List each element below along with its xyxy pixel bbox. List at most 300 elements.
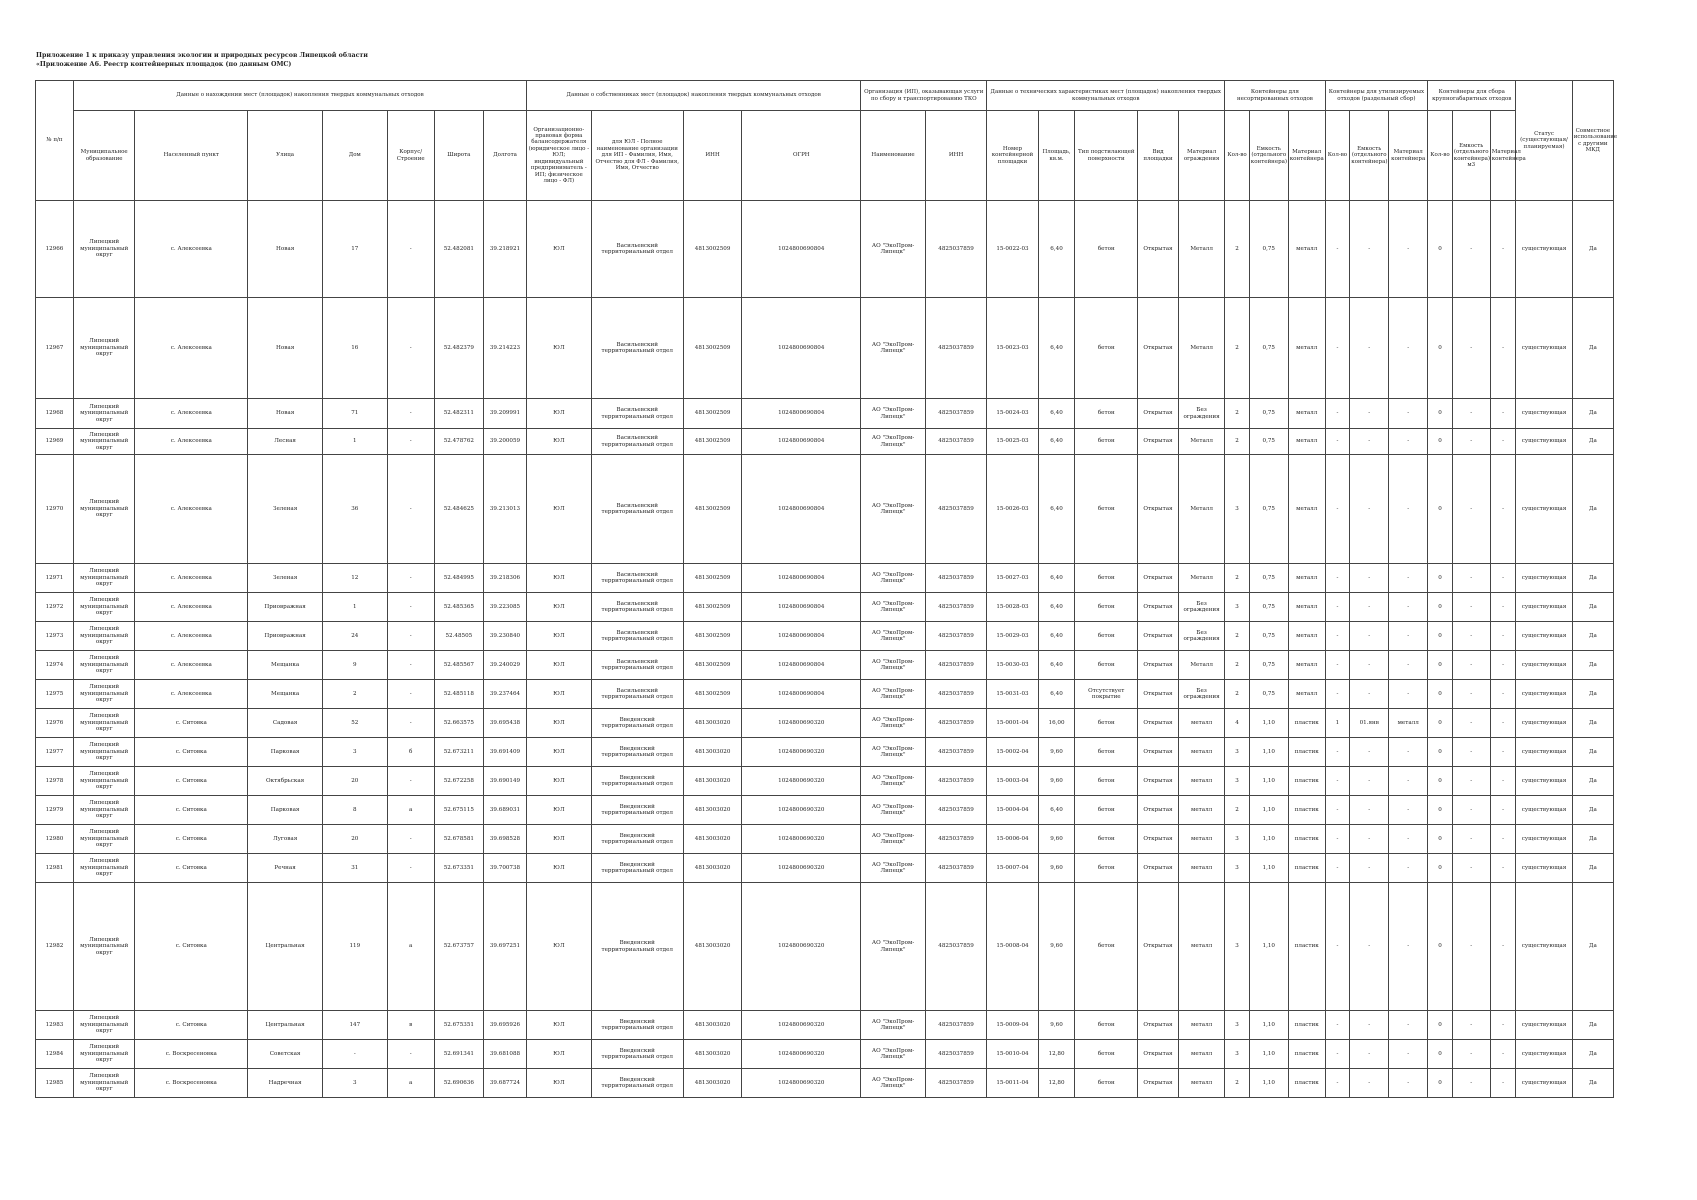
cell-u-cap: 1,10 [1249, 854, 1288, 883]
table-row [36, 622, 1614, 651]
cell-b-cap: - [1452, 1069, 1490, 1098]
cell-owner: Васильевский территориальный отдел [591, 651, 683, 680]
col-bulky-qty: Кол-во [1428, 111, 1453, 201]
cell-b-cap: - [1452, 738, 1490, 767]
cell-r-qty: - [1325, 399, 1350, 429]
cell-area: 6,40 [1038, 298, 1075, 399]
cell-np: с. Алексеевка [135, 680, 248, 709]
document-heading [36, 51, 368, 69]
cell-site: 15-0006-04 [987, 825, 1038, 854]
cell-shared: Да [1572, 564, 1613, 593]
cell-type: Открытая [1138, 767, 1179, 796]
cell-type: Открытая [1138, 1011, 1179, 1040]
cell-u-cap: 1,10 [1249, 767, 1288, 796]
cell-op-inn: 4825037859 [925, 1040, 987, 1069]
cell-status: существующая [1516, 825, 1572, 854]
cell-u-mat: пластик [1288, 854, 1325, 883]
cell-r-qty: - [1325, 796, 1350, 825]
cell-u-mat: металл [1288, 399, 1325, 429]
cell-r-mat: - [1389, 429, 1428, 455]
cell-u-mat: металл [1288, 651, 1325, 680]
col-inn: ИНН [683, 111, 741, 201]
cell-site: 15-0023-03 [987, 298, 1038, 399]
cell-r-mat: - [1389, 298, 1428, 399]
cell-area: 6,40 [1038, 680, 1075, 709]
cell-area: 6,40 [1038, 564, 1075, 593]
cell-form: ЮЛ [527, 651, 592, 680]
cell-type: Открытая [1138, 298, 1179, 399]
cell-form: ЮЛ [527, 429, 592, 455]
cell-fence: Металл [1179, 298, 1225, 399]
cell-b-mat: - [1490, 738, 1516, 767]
cell-np: с. Алексеевка [135, 298, 248, 399]
cell-lat: 52.482081 [434, 201, 483, 298]
group-owner: Данные о собственниках мест (площадок) накопления твердых коммунальных отходов [527, 81, 861, 111]
cell-owner: Васильевский территориальный отдел [591, 429, 683, 455]
cell-lon: 39.698528 [483, 825, 526, 854]
cell-op-inn: 4825037859 [925, 201, 987, 298]
cell-inn: 4813002509 [683, 622, 741, 651]
cell-r-mat: - [1389, 593, 1428, 622]
cell-inn: 4813003020 [683, 796, 741, 825]
cell-op: АО "ЭкоПром-Липецк" [861, 429, 926, 455]
cell-owner: Васильевский территориальный отдел [591, 298, 683, 399]
cell-u-qty: 3 [1225, 455, 1250, 564]
cell-u-cap: 1,10 [1249, 1011, 1288, 1040]
cell-r-cap: - [1350, 825, 1389, 854]
cell-street: Центральная [248, 883, 323, 1011]
header-row-columns [36, 111, 1614, 201]
table-row [36, 298, 1614, 399]
cell-np: с. Ситовка [135, 883, 248, 1011]
cell-type: Открытая [1138, 709, 1179, 738]
cell-op-inn: 4825037859 [925, 298, 987, 399]
cell-ogrn: 1024800690804 [742, 399, 861, 429]
cell-u-qty: 2 [1225, 1069, 1250, 1098]
cell-form: ЮЛ [527, 298, 592, 399]
cell-owner: Васильевский территориальный отдел [591, 564, 683, 593]
col-recycled-capacity: Емкость (отдельного контейнера) [1350, 111, 1389, 201]
cell-street: Луговая [248, 825, 323, 854]
cell-u-mat: металл [1288, 564, 1325, 593]
cell-shared: Да [1572, 767, 1613, 796]
cell-house: 3 [323, 738, 388, 767]
cell-house: 1 [323, 593, 388, 622]
cell-r-cap: - [1350, 883, 1389, 1011]
cell-u-qty: 3 [1225, 854, 1250, 883]
cell-np: с. Алексеевка [135, 622, 248, 651]
cell-ogrn: 1024800690320 [742, 825, 861, 854]
cell-b-mat: - [1490, 201, 1516, 298]
cell-site: 15-0025-03 [987, 429, 1038, 455]
cell-fence: Металл [1179, 564, 1225, 593]
cell-owner: Васильевский территориальный отдел [591, 680, 683, 709]
cell-lon: 39.695438 [483, 709, 526, 738]
cell-lat: 52.484625 [434, 455, 483, 564]
cell-b-mat: - [1490, 298, 1516, 399]
cell-street: Зеленая [248, 455, 323, 564]
cell-u-mat: металл [1288, 298, 1325, 399]
cell-bld: - [387, 854, 434, 883]
cell-op: АО "ЭкоПром-Липецк" [861, 825, 926, 854]
cell-num: 12972 [36, 593, 74, 622]
cell-r-cap: - [1350, 738, 1389, 767]
cell-u-qty: 3 [1225, 1011, 1250, 1040]
cell-np: с. Ситовка [135, 825, 248, 854]
cell-mo: Липецкий муниципальный округ [73, 298, 135, 399]
cell-b-cap: - [1452, 429, 1490, 455]
cell-bld: - [387, 825, 434, 854]
cell-mo: Липецкий муниципальный округ [73, 883, 135, 1011]
cell-area: 9,60 [1038, 767, 1075, 796]
cell-u-mat: пластик [1288, 1040, 1325, 1069]
cell-b-cap: - [1452, 455, 1490, 564]
cell-lat: 52.482379 [434, 298, 483, 399]
col-street: Улица [248, 111, 323, 201]
cell-area: 6,40 [1038, 455, 1075, 564]
cell-area: 6,40 [1038, 622, 1075, 651]
cell-r-cap: - [1350, 767, 1389, 796]
cell-mo: Липецкий муниципальный округ [73, 1069, 135, 1098]
cell-b-qty: 0 [1428, 1040, 1453, 1069]
cell-b-cap: - [1452, 709, 1490, 738]
cell-owner: Введенский территориальный отдел [591, 709, 683, 738]
cell-house: 24 [323, 622, 388, 651]
cell-form: ЮЛ [527, 455, 592, 564]
cell-shared: Да [1572, 1069, 1613, 1098]
table-row [36, 738, 1614, 767]
cell-inn: 4813003020 [683, 767, 741, 796]
col-recycled-material: Материал контейнера [1389, 111, 1428, 201]
cell-shared: Да [1572, 455, 1613, 564]
cell-bld: - [387, 680, 434, 709]
cell-lon: 39.213013 [483, 455, 526, 564]
cell-b-cap: - [1452, 399, 1490, 429]
cell-u-cap: 0,75 [1249, 622, 1288, 651]
cell-form: ЮЛ [527, 1040, 592, 1069]
cell-shared: Да [1572, 1011, 1613, 1040]
cell-b-qty: 0 [1428, 651, 1453, 680]
cell-type: Открытая [1138, 1069, 1179, 1098]
cell-b-cap: - [1452, 298, 1490, 399]
col-operator-name: Наименование [861, 111, 926, 201]
cell-lat: 52.663575 [434, 709, 483, 738]
col-building: Корпус/Строение [387, 111, 434, 201]
cell-site: 15-0031-03 [987, 680, 1038, 709]
cell-u-cap: 1,10 [1249, 825, 1288, 854]
cell-u-cap: 0,75 [1249, 429, 1288, 455]
cell-site: 15-0001-04 [987, 709, 1038, 738]
cell-b-mat: - [1490, 651, 1516, 680]
cell-type: Открытая [1138, 854, 1179, 883]
cell-mo: Липецкий муниципальный округ [73, 564, 135, 593]
col-area: Площадь, кв.м. [1038, 111, 1075, 201]
cell-op-inn: 4825037859 [925, 455, 987, 564]
cell-op-inn: 4825037859 [925, 651, 987, 680]
cell-num: 12970 [36, 455, 74, 564]
cell-b-mat: - [1490, 429, 1516, 455]
cell-num: 12966 [36, 201, 74, 298]
cell-status: существующая [1516, 455, 1572, 564]
cell-r-qty: - [1325, 651, 1350, 680]
cell-np: с. Алексеевка [135, 564, 248, 593]
cell-site: 15-0004-04 [987, 796, 1038, 825]
cell-ogrn: 1024800690804 [742, 429, 861, 455]
cell-op-inn: 4825037859 [925, 767, 987, 796]
cell-np: с. Ситовка [135, 854, 248, 883]
cell-area: 6,40 [1038, 796, 1075, 825]
cell-site: 15-0030-03 [987, 651, 1038, 680]
col-fence: Материал ограждения [1179, 111, 1225, 201]
cell-u-mat: пластик [1288, 738, 1325, 767]
cell-street: Приовражная [248, 622, 323, 651]
cell-r-mat: - [1389, 796, 1428, 825]
cell-form: ЮЛ [527, 1069, 592, 1098]
cell-b-qty: 0 [1428, 854, 1453, 883]
cell-shared: Да [1572, 399, 1613, 429]
cell-op: АО "ЭкоПром-Липецк" [861, 796, 926, 825]
cell-r-mat: металл [1389, 709, 1428, 738]
cell-r-mat: - [1389, 399, 1428, 429]
cell-ogrn: 1024800690320 [742, 854, 861, 883]
cell-status: существующая [1516, 298, 1572, 399]
cell-house: 8 [323, 796, 388, 825]
cell-u-mat: металл [1288, 429, 1325, 455]
cell-num: 12975 [36, 680, 74, 709]
cell-np: с. Ситовка [135, 709, 248, 738]
cell-u-qty: 2 [1225, 429, 1250, 455]
cell-house: 20 [323, 767, 388, 796]
cell-r-cap: - [1350, 1069, 1389, 1098]
cell-inn: 4813003020 [683, 825, 741, 854]
cell-owner: Введенский территориальный отдел [591, 767, 683, 796]
cell-np: с. Алексеевка [135, 651, 248, 680]
cell-house: 119 [323, 883, 388, 1011]
cell-num: 12971 [36, 564, 74, 593]
cell-type: Открытая [1138, 738, 1179, 767]
cell-street: Центральная [248, 1011, 323, 1040]
cell-u-cap: 0,75 [1249, 455, 1288, 564]
registry-rows [36, 201, 1614, 1098]
cell-form: ЮЛ [527, 201, 592, 298]
cell-fence: Без ограждения [1179, 593, 1225, 622]
table-row [36, 1011, 1614, 1040]
cell-lat: 52.484995 [434, 564, 483, 593]
group-tech: Данные о технических характеристиках мест (площадок) накопления твердых коммунальных отходов [987, 81, 1225, 111]
cell-b-qty: 0 [1428, 399, 1453, 429]
cell-bld: - [387, 429, 434, 455]
cell-num: 12985 [36, 1069, 74, 1098]
cell-lat: 52.675351 [434, 1011, 483, 1040]
cell-mo: Липецкий муниципальный округ [73, 622, 135, 651]
cell-r-qty: - [1325, 455, 1350, 564]
cell-fence: металл [1179, 796, 1225, 825]
cell-u-qty: 3 [1225, 1040, 1250, 1069]
cell-bld: а [387, 883, 434, 1011]
cell-u-qty: 2 [1225, 622, 1250, 651]
cell-type: Открытая [1138, 796, 1179, 825]
cell-lat: 52.48505 [434, 622, 483, 651]
cell-street: Новая [248, 399, 323, 429]
cell-bld: в [387, 1011, 434, 1040]
cell-num: 12984 [36, 1040, 74, 1069]
table-row [36, 1069, 1614, 1098]
cell-op: АО "ЭкоПром-Липецк" [861, 709, 926, 738]
cell-ogrn: 1024800690804 [742, 201, 861, 298]
cell-mo: Липецкий муниципальный округ [73, 399, 135, 429]
cell-form: ЮЛ [527, 399, 592, 429]
cell-bld: а [387, 796, 434, 825]
cell-lon: 39.690149 [483, 767, 526, 796]
header-row-groups [36, 81, 1614, 111]
col-site-type: Вид площадки [1138, 111, 1179, 201]
cell-type: Открытая [1138, 825, 1179, 854]
cell-status: существующая [1516, 564, 1572, 593]
cell-fence: Металл [1179, 455, 1225, 564]
cell-op: АО "ЭкоПром-Липецк" [861, 399, 926, 429]
cell-num: 12983 [36, 1011, 74, 1040]
cell-b-qty: 0 [1428, 709, 1453, 738]
cell-r-qty: - [1325, 429, 1350, 455]
cell-lon: 39.209991 [483, 399, 526, 429]
group-unsorted: Контейнеры для несортированных отходов [1225, 81, 1325, 111]
cell-np: с. Алексеевка [135, 201, 248, 298]
cell-inn: 4813002509 [683, 201, 741, 298]
cell-num: 12979 [36, 796, 74, 825]
cell-inn: 4813002509 [683, 298, 741, 399]
cell-house: - [323, 1040, 388, 1069]
cell-mo: Липецкий муниципальный округ [73, 201, 135, 298]
cell-op-inn: 4825037859 [925, 738, 987, 767]
cell-b-qty: 0 [1428, 680, 1453, 709]
cell-ogrn: 1024800690320 [742, 1069, 861, 1098]
cell-surf: бетон [1075, 1069, 1138, 1098]
cell-r-cap: - [1350, 796, 1389, 825]
container-sites-registry-table [35, 80, 1618, 1098]
cell-u-mat: металл [1288, 593, 1325, 622]
cell-lon: 39.218921 [483, 201, 526, 298]
cell-status: существующая [1516, 767, 1572, 796]
cell-mo: Липецкий муниципальный округ [73, 854, 135, 883]
cell-lon: 39.697251 [483, 883, 526, 1011]
cell-lat: 52.673211 [434, 738, 483, 767]
cell-form: ЮЛ [527, 854, 592, 883]
cell-form: ЮЛ [527, 738, 592, 767]
cell-r-mat: - [1389, 1040, 1428, 1069]
group-bulky: Контейнеры для сбора крупногабаритных отходов [1428, 81, 1516, 111]
cell-site: 15-0003-04 [987, 767, 1038, 796]
cell-num: 12968 [36, 399, 74, 429]
cell-lat: 52.478762 [434, 429, 483, 455]
cell-surf: бетон [1075, 399, 1138, 429]
cell-inn: 4813002509 [683, 680, 741, 709]
cell-lat: 52.675115 [434, 796, 483, 825]
cell-op-inn: 4825037859 [925, 564, 987, 593]
cell-form: ЮЛ [527, 564, 592, 593]
cell-b-cap: - [1452, 883, 1490, 1011]
cell-lat: 52.482311 [434, 399, 483, 429]
cell-b-cap: - [1452, 825, 1490, 854]
cell-lat: 52.672258 [434, 767, 483, 796]
cell-inn: 4813003020 [683, 1040, 741, 1069]
col-unsorted-qty: Кол-во [1225, 111, 1250, 201]
cell-type: Открытая [1138, 651, 1179, 680]
cell-num: 12981 [36, 854, 74, 883]
table-row [36, 767, 1614, 796]
cell-shared: Да [1572, 825, 1613, 854]
cell-u-mat: пластик [1288, 1011, 1325, 1040]
cell-b-cap: - [1452, 767, 1490, 796]
cell-shared: Да [1572, 1040, 1613, 1069]
cell-lat: 52.485365 [434, 593, 483, 622]
cell-status: существующая [1516, 399, 1572, 429]
cell-shared: Да [1572, 680, 1613, 709]
cell-mo: Липецкий муниципальный округ [73, 796, 135, 825]
cell-u-cap: 1,10 [1249, 883, 1288, 1011]
cell-b-cap: - [1452, 593, 1490, 622]
cell-area: 16,00 [1038, 709, 1075, 738]
cell-owner: Введенский территориальный отдел [591, 1011, 683, 1040]
cell-bld: - [387, 709, 434, 738]
cell-fence: Металл [1179, 201, 1225, 298]
cell-num: 12977 [36, 738, 74, 767]
cell-surf: бетон [1075, 593, 1138, 622]
cell-lat: 52.673757 [434, 883, 483, 1011]
cell-surf: бетон [1075, 622, 1138, 651]
cell-num: 12980 [36, 825, 74, 854]
cell-b-mat: - [1490, 767, 1516, 796]
cell-lat: 52.678581 [434, 825, 483, 854]
cell-status: существующая [1516, 738, 1572, 767]
cell-area: 9,60 [1038, 883, 1075, 1011]
cell-lon: 39.700738 [483, 854, 526, 883]
cell-num: 12973 [36, 622, 74, 651]
cell-owner: Васильевский территориальный отдел [591, 622, 683, 651]
cell-np: с. Ситовка [135, 767, 248, 796]
cell-lon: 39.218306 [483, 564, 526, 593]
cell-r-mat: - [1389, 622, 1428, 651]
cell-u-qty: 2 [1225, 298, 1250, 399]
cell-shared: Да [1572, 593, 1613, 622]
cell-op: АО "ЭкоПром-Липецк" [861, 298, 926, 399]
table-row [36, 429, 1614, 455]
cell-shared: Да [1572, 429, 1613, 455]
col-shared: Совместное использование с другими МКД [1572, 81, 1613, 201]
cell-b-mat: - [1490, 622, 1516, 651]
cell-type: Открытая [1138, 455, 1179, 564]
cell-ogrn: 1024800690804 [742, 593, 861, 622]
col-status: Статус (существующая/ планируемая) [1516, 81, 1572, 201]
cell-house: 71 [323, 399, 388, 429]
table-row [36, 651, 1614, 680]
cell-b-cap: - [1452, 680, 1490, 709]
cell-op: АО "ЭкоПром-Липецк" [861, 201, 926, 298]
cell-np: с. Алексеевка [135, 593, 248, 622]
cell-u-qty: 2 [1225, 680, 1250, 709]
cell-surf: бетон [1075, 825, 1138, 854]
cell-u-mat: металл [1288, 455, 1325, 564]
cell-op: АО "ЭкоПром-Липецк" [861, 738, 926, 767]
cell-lon: 39.237464 [483, 680, 526, 709]
cell-b-qty: 0 [1428, 738, 1453, 767]
cell-mo: Липецкий муниципальный округ [73, 455, 135, 564]
cell-surf: бетон [1075, 854, 1138, 883]
cell-u-mat: пластик [1288, 825, 1325, 854]
cell-street: Зеленая [248, 564, 323, 593]
cell-lon: 39.681088 [483, 1040, 526, 1069]
cell-surf: бетон [1075, 564, 1138, 593]
cell-np: с. Воскресеновка [135, 1069, 248, 1098]
